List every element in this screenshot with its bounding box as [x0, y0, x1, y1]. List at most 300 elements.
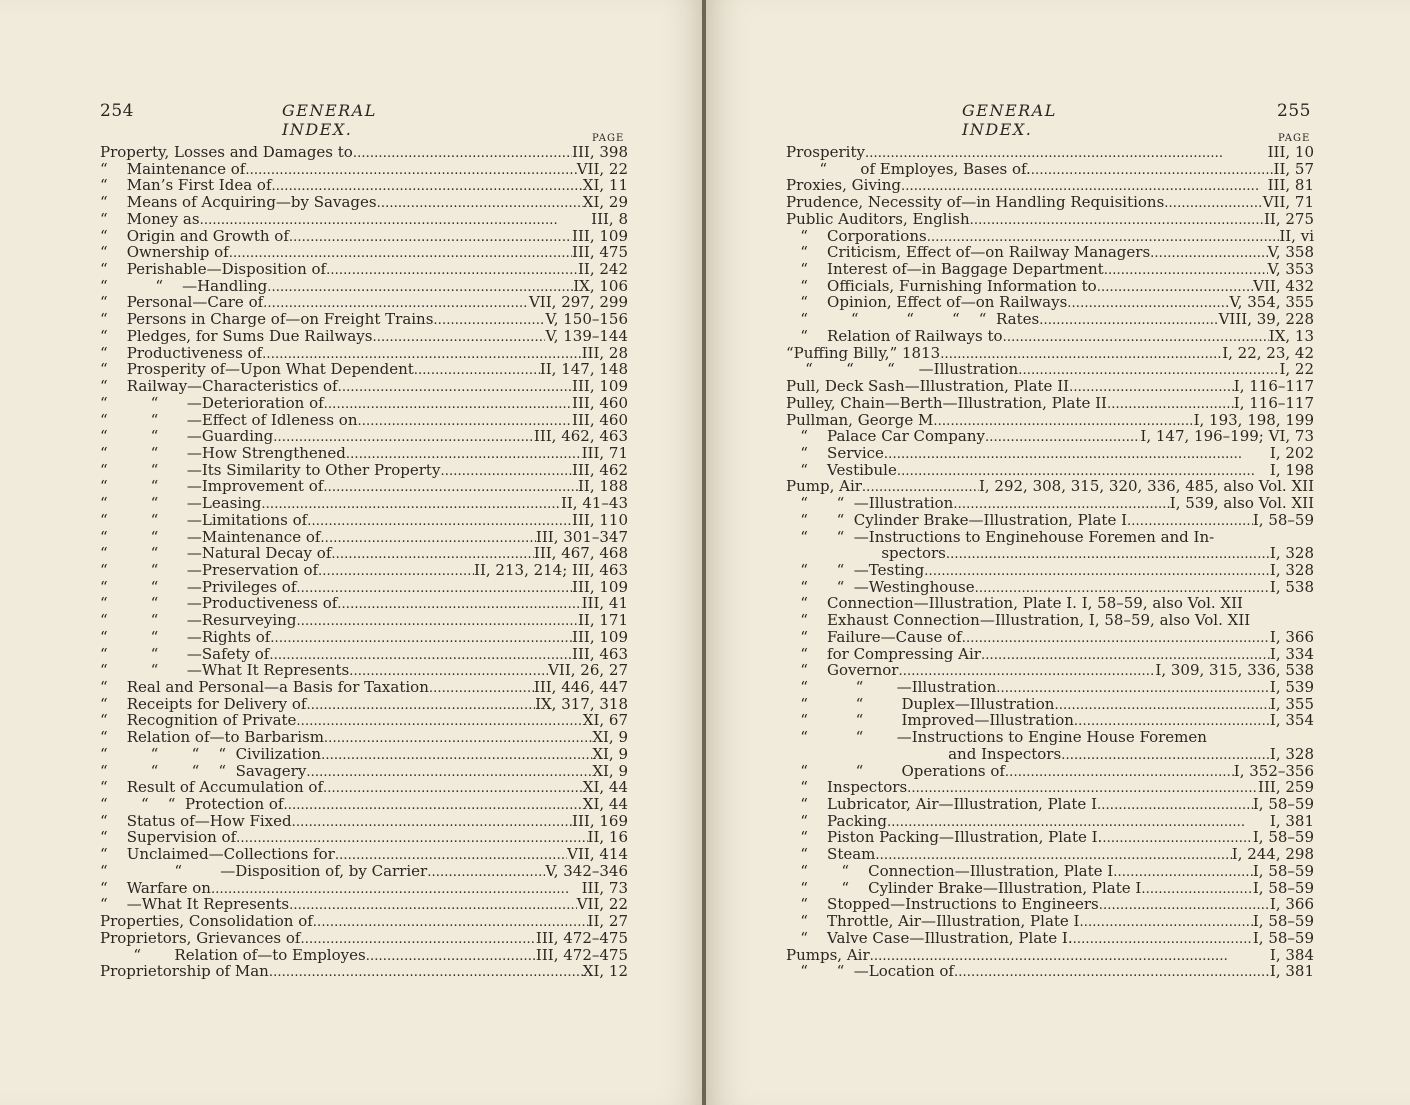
index-entry-reference: III, 110 — [572, 510, 628, 529]
index-entry-reference: VII, 297, 299 — [528, 293, 628, 312]
index-entry-text: “ “ Connection—Illustration, Plate I — [786, 861, 1114, 880]
leader-dots — [884, 445, 1270, 462]
index-entry-text: “ “ —Handling — [100, 276, 268, 295]
index-entry-text: “ Throttle, Air—Illustration, Plate I — [786, 912, 1080, 931]
index-entry — [100, 813, 628, 830]
index-entry-text: “ “ —Testing — [786, 560, 925, 579]
leader-dots — [338, 378, 572, 395]
leader-dots — [267, 278, 573, 295]
index-entry-reference: I, 539 — [1269, 678, 1314, 696]
index-entry — [100, 328, 628, 345]
leader-dots — [296, 579, 572, 596]
index-entry-reference: V, 358 — [1267, 243, 1314, 262]
index-entry-text: “ Receipts for Delivery of — [100, 694, 307, 713]
index-entry-reference: I, 58–59 — [1252, 912, 1314, 931]
index-entry-text: “ —What It Represents — [100, 895, 290, 914]
leader-dots — [300, 930, 535, 947]
index-entry-reference: VII, 414 — [567, 845, 628, 864]
index-entry-text: “ “ “ “ Civilization — [100, 744, 322, 763]
index-entry-reference: III, 301–347 — [535, 527, 628, 546]
index-entry — [786, 261, 1314, 278]
index-entry-text: “ “ —Limitations of — [100, 510, 308, 529]
index-entry-text: “ Vestibule — [786, 460, 897, 479]
index-entry — [100, 412, 628, 429]
index-entry-text: “ Criticism, Effect of—on Railway Managers — [786, 243, 1151, 262]
index-entry — [100, 211, 628, 228]
index-entry-text: “ “ “ “ “ Rates — [786, 310, 1040, 329]
index-entry-reference: I, 292, 308, 315, 320, 336, 485, also Vol. XII — [978, 477, 1314, 496]
index-entry-reference: I, 58–59 — [1252, 795, 1314, 814]
right-page — [706, 0, 1410, 1105]
index-entry-text: “ “ Duplex—Illustration — [786, 694, 1055, 713]
index-entry — [786, 495, 1314, 512]
index-entry — [786, 679, 1314, 696]
index-entry-reference: VII, 71 — [1262, 193, 1314, 212]
index-entry-reference: I, 58–59 — [1252, 828, 1314, 847]
leader-dots — [270, 629, 572, 646]
index-entry — [100, 729, 628, 746]
index-entry-text: “ “ —Productiveness of — [100, 594, 338, 613]
index-entry — [786, 696, 1314, 713]
leader-dots — [357, 412, 572, 429]
leader-dots — [429, 679, 534, 696]
index-entry — [100, 294, 628, 311]
index-entry — [786, 228, 1314, 245]
index-entry-reference: I, 352–356 — [1233, 761, 1314, 780]
leader-dots — [1097, 796, 1253, 813]
index-entry — [786, 930, 1314, 947]
index-entry-reference: XI, 12 — [582, 962, 628, 981]
leader-dots — [263, 294, 529, 311]
index-entry — [786, 629, 1314, 646]
index-entry — [786, 244, 1314, 261]
index-entry — [786, 311, 1314, 328]
index-entry-reference: II, 213, 214; III, 463 — [474, 560, 628, 579]
leader-dots — [272, 177, 583, 194]
index-entry-text: “ “ —Location of — [786, 962, 954, 981]
index-entry-reference: III, 109 — [572, 577, 628, 596]
leader-dots — [1099, 896, 1270, 913]
index-entry-text: “ Real and Personal—a Basis for Taxation — [100, 678, 429, 696]
index-entry — [100, 913, 628, 930]
index-entry-text: “ Man’s First Idea of — [100, 176, 272, 195]
leader-dots — [996, 679, 1270, 696]
index-entry-reference: III, 475 — [572, 243, 628, 262]
index-entry-text: Properties, Consolidation of — [100, 912, 313, 931]
index-entry-reference: VIII, 39, 228 — [1218, 310, 1314, 329]
index-entry-reference: I, 366 — [1269, 627, 1314, 646]
leader-dots — [897, 462, 1270, 479]
leader-dots — [292, 813, 572, 830]
leader-dots — [953, 495, 1169, 512]
index-entry-text: “ Steam — [786, 845, 876, 864]
index-entry-text: “ Interest of—in Baggage Department — [786, 260, 1104, 279]
index-entry — [786, 880, 1314, 897]
leader-dots — [875, 846, 1231, 863]
index-entry-reference: III, 462, 463 — [533, 427, 628, 446]
index-entry-text: “ Prosperity of—Upon What Dependent — [100, 360, 414, 379]
index-entry-reference: I, 384 — [1269, 945, 1314, 964]
leader-dots — [353, 144, 572, 161]
index-entry — [100, 278, 628, 295]
index-entry-text: “ “ —Safety of — [100, 644, 270, 663]
index-entry — [786, 462, 1314, 479]
index-entry-reference: II, 16 — [587, 828, 628, 847]
index-entry — [100, 629, 628, 646]
leader-dots — [331, 545, 534, 562]
index-entry-reference: I, 193, 198, 199 — [1193, 410, 1314, 429]
index-entry-reference: III, 446, 447 — [533, 678, 628, 696]
index-entry-text: “ “ —Natural Decay of — [100, 544, 332, 563]
index-entry-reference: III, 259 — [1258, 778, 1314, 797]
leader-dots — [313, 913, 588, 930]
index-entry-text: “ “ —Deterioration of — [100, 393, 324, 412]
index-entry — [786, 779, 1314, 796]
leader-dots — [1164, 194, 1262, 211]
leader-dots — [433, 311, 545, 328]
index-entry-reference: III, 472–475 — [535, 945, 628, 964]
leader-dots — [245, 161, 576, 178]
index-entry — [786, 595, 1314, 612]
index-entry — [100, 763, 628, 780]
leader-dots — [324, 395, 572, 412]
index-entry-text: “ Officials, Furnishing Information to — [786, 276, 1097, 295]
index-entry-text: “ “ “ “ Savagery — [100, 761, 307, 780]
leader-dots — [236, 829, 587, 846]
index-entry-reference: III, 28 — [581, 343, 628, 362]
index-entry-reference: II, 57 — [1273, 159, 1314, 178]
index-entry-reference: VII, 22 — [576, 895, 628, 914]
leader-dots — [229, 244, 572, 261]
index-entry — [786, 712, 1314, 729]
index-entry — [786, 412, 1314, 429]
index-entry — [786, 177, 1314, 194]
leader-dots — [927, 228, 1280, 245]
index-entry — [100, 161, 628, 178]
index-entry-text: “ “ —Illustration — [786, 678, 997, 696]
index-entry — [100, 796, 628, 813]
index-entry-text: “ Means of Acquiring—by Savages — [100, 193, 377, 212]
index-entry-reference: I, 58–59 — [1252, 878, 1314, 897]
leader-dots — [1107, 395, 1234, 412]
index-entry — [100, 712, 628, 729]
leader-dots — [289, 896, 577, 913]
index-entry-text: “ Governor — [786, 661, 899, 680]
index-entry — [100, 562, 628, 579]
leader-dots — [954, 963, 1270, 980]
index-entry-reference: I, 381 — [1269, 811, 1314, 830]
leader-dots — [1250, 612, 1314, 629]
index-entry-text: “ “ “ Protection of — [100, 795, 284, 814]
leader-dots — [907, 779, 1258, 796]
index-entry-text: Prosperity — [786, 143, 865, 161]
index-entry — [786, 796, 1314, 813]
index-entry-reference: XI, 67 — [582, 711, 628, 730]
index-entry-reference: III, 398 — [572, 143, 628, 161]
leader-dots — [377, 194, 583, 211]
leader-dots — [924, 562, 1270, 579]
index-entry-reference: III, 463 — [572, 644, 628, 663]
index-entry-reference: V, 139–144 — [545, 326, 628, 345]
index-entry — [786, 194, 1314, 211]
index-entry — [786, 829, 1314, 846]
index-entry — [786, 579, 1314, 596]
leader-dots — [1069, 378, 1234, 395]
index-entry — [100, 194, 628, 211]
index-entry — [786, 863, 1314, 880]
index-entry-reference: I, 381 — [1269, 962, 1314, 981]
index-entry-text: “ Maintenance of — [100, 159, 246, 178]
index-entry-text: “ Piston Packing—Illustration, Plate I. — [786, 828, 1103, 847]
index-entry-reference: XI, 9 — [592, 761, 628, 780]
index-entry-text: “ Relation of—to Barbarism — [100, 728, 324, 747]
index-entry-text: “ Persons in Charge of—on Freight Trains — [100, 310, 434, 329]
leader-dots — [326, 261, 578, 278]
index-entry — [100, 395, 628, 412]
index-entry — [100, 311, 628, 328]
index-entry — [100, 545, 628, 562]
index-entry — [100, 679, 628, 696]
index-entry-reference: XI, 44 — [582, 778, 628, 797]
index-entry-text: “ Result of Accumulation of — [100, 778, 324, 797]
index-entry-reference: III, 81 — [1267, 176, 1314, 195]
index-entry-reference: I, 355 — [1269, 694, 1314, 713]
leader-dots — [1243, 595, 1314, 612]
leader-dots — [200, 211, 592, 228]
leader-dots — [1207, 729, 1314, 746]
index-entry — [100, 579, 628, 596]
index-entry-reference: II, 27 — [587, 912, 628, 931]
index-entry-reference: I, 22, 23, 42 — [1222, 343, 1314, 362]
index-entry-text: “ “ —Illustration — [786, 494, 954, 513]
index-entry-reference: II, 147, 148 — [539, 360, 628, 379]
index-entry — [786, 328, 1314, 345]
index-entry — [786, 646, 1314, 663]
index-entry — [786, 294, 1314, 311]
index-entry-reference: VII, 26, 27 — [548, 661, 628, 680]
index-entry-text: “ Unclaimed—Collections for — [100, 845, 335, 864]
index-entry — [100, 378, 628, 395]
index-entry-text: “ Opinion, Effect of—on Railways — [786, 293, 1068, 312]
leader-dots — [962, 629, 1270, 646]
index-entry — [786, 345, 1314, 362]
index-entry-text: Pump, Air — [786, 477, 862, 496]
index-entry-text: “ “ —Resurveying — [100, 611, 297, 630]
index-entry-reference: I, 22 — [1279, 360, 1314, 379]
index-entry-text: “ Service — [786, 443, 884, 462]
index-entry — [100, 595, 628, 612]
index-entry-reference: III, 10 — [1267, 143, 1314, 161]
index-entry-reference: IX, 13 — [1268, 326, 1314, 345]
leader-dots — [269, 963, 583, 980]
index-entry-text: “ Relation of Railways to — [786, 326, 1003, 345]
index-entry — [100, 361, 628, 378]
index-entry-reference: III, 472–475 — [535, 928, 628, 947]
index-entry-reference: III, 467, 468 — [533, 544, 628, 563]
index-entry-reference: XI, 9 — [592, 744, 628, 763]
leader-dots — [372, 328, 545, 345]
index-entry-reference: I, 58–59 — [1252, 928, 1314, 947]
index-entry-reference: II, 171 — [577, 611, 628, 630]
leader-dots — [262, 345, 581, 362]
leader-dots — [289, 228, 572, 245]
index-entry — [786, 746, 1314, 763]
leader-dots — [1113, 863, 1253, 880]
leader-dots — [273, 428, 534, 445]
index-entry — [786, 395, 1314, 412]
index-entry — [100, 779, 628, 796]
index-entry-text: “ Warfare on — [100, 878, 211, 897]
leader-dots — [307, 512, 572, 529]
index-entry — [786, 813, 1314, 830]
index-entry-reference: VII, 432 — [1253, 276, 1314, 295]
index-entry-text: “ “ —Preservation of — [100, 560, 319, 579]
index-entry-text: “ of Employes, Bases of. — [786, 159, 1031, 178]
leader-dots — [1003, 328, 1269, 345]
index-entry — [786, 144, 1314, 161]
index-entry-reference: III, 169 — [572, 811, 628, 830]
index-entry-reference: I, 328 — [1269, 744, 1314, 763]
index-entry-text: spectors — [786, 544, 946, 563]
index-entry-text: “ “ —Effect of Idleness on — [100, 410, 358, 429]
leader-dots — [975, 579, 1270, 596]
leader-dots — [946, 545, 1270, 562]
index-entry — [100, 445, 628, 462]
leader-dots — [318, 562, 474, 579]
index-entry-text: “ Productiveness of — [100, 343, 263, 362]
index-entry-reference: I, 147, 196–199; VI, 73 — [1140, 427, 1314, 446]
index-entry — [786, 512, 1314, 529]
leader-dots — [933, 412, 1193, 429]
leader-dots — [269, 646, 572, 663]
index-entry — [786, 947, 1314, 964]
index-entry — [100, 228, 628, 245]
index-entry — [100, 478, 628, 495]
index-entry-text: “ Packing — [786, 811, 887, 830]
leader-dots — [337, 595, 581, 612]
index-entry — [100, 495, 628, 512]
index-entry-text: “ “ —Its Similarity to Other Property — [100, 460, 441, 479]
index-entry-reference: VII, 22 — [576, 159, 628, 178]
index-entry-reference: I, 116–117 — [1233, 393, 1314, 412]
leader-dots — [1039, 311, 1218, 328]
index-entry-text: “ “ —Leasing — [100, 494, 262, 513]
index-entry — [100, 646, 628, 663]
index-entry — [786, 378, 1314, 395]
right-index-entries — [786, 144, 1314, 980]
index-entry-reference: III, 109 — [572, 226, 628, 245]
leader-dots — [865, 144, 1268, 161]
index-entry — [786, 428, 1314, 445]
index-entry — [786, 763, 1314, 780]
leader-dots — [321, 746, 592, 763]
index-entry — [100, 896, 628, 913]
index-entry-reference: I, 198 — [1269, 460, 1314, 479]
index-entry-text: “ “ —Rights of — [100, 627, 271, 646]
leader-dots — [1079, 913, 1252, 930]
index-entry-text: “ Failure—Cause of — [786, 627, 962, 646]
index-entry — [100, 345, 628, 362]
index-entry-reference: V, 354, 355 — [1229, 293, 1314, 312]
leader-dots — [349, 662, 548, 679]
index-entry — [786, 562, 1314, 579]
index-entry-text: Public Auditors, English — [786, 209, 970, 228]
index-entry-reference: XI, 11 — [582, 176, 628, 195]
index-entry-text: Pumps, Air — [786, 945, 870, 964]
index-entry-text: “ Status of—How Fixed — [100, 811, 292, 830]
right-page-column-label: PAGE — [1278, 133, 1311, 144]
leader-dots — [1074, 712, 1270, 729]
index-entry-text: “ Railway—Characteristics of — [100, 377, 338, 396]
leader-dots — [1214, 529, 1314, 546]
index-entry-text: “ “ —Westinghouse — [786, 577, 975, 596]
left-index-entries — [100, 144, 628, 980]
index-entry — [100, 746, 628, 763]
index-entry-reference: I, 366 — [1269, 895, 1314, 914]
index-entry — [786, 913, 1314, 930]
index-entry-text: “ “ —Disposition of, by Carrier — [100, 861, 428, 880]
index-entry-text: “ “ —What It Represents — [100, 661, 350, 680]
leader-dots — [898, 662, 1155, 679]
index-entry-text: “ Stopped—Instructions to Engineers — [786, 895, 1099, 914]
leader-dots — [1054, 696, 1269, 713]
index-entry — [786, 478, 1314, 495]
right-running-title: GENERAL INDEX. — [962, 101, 1057, 139]
leader-dots — [1150, 244, 1267, 261]
index-entry-text: “ Palace Car Company — [786, 427, 985, 446]
index-entry-text: Proxies, Giving — [786, 176, 901, 195]
leader-dots — [320, 529, 536, 546]
leader-dots — [887, 813, 1270, 830]
index-entry-text: “ “ —Instructions to Engine House Foremen — [786, 728, 1207, 747]
index-entry-reference: IX, 317, 318 — [535, 694, 628, 713]
index-entry-reference: II, 41–43 — [560, 494, 628, 513]
index-entry — [786, 445, 1314, 462]
index-entry — [100, 144, 628, 161]
index-entry-reference: III, 109 — [572, 627, 628, 646]
index-entry-reference: XI, 9 — [592, 728, 628, 747]
leader-dots — [901, 177, 1268, 194]
right-page-number: 255 — [1277, 101, 1311, 121]
index-entry — [100, 462, 628, 479]
index-entry-reference: V, 342–346 — [545, 861, 628, 880]
index-entry-text: “Puffing Billy,” 1813 — [786, 343, 941, 362]
index-entry-reference: I, 244, 298 — [1231, 845, 1314, 864]
index-entry-reference: I, 539, also Vol. XII — [1169, 494, 1314, 513]
index-entry-text: “ Pledges, for Sums Due Railways — [100, 326, 373, 345]
index-entry-reference: V, 150–156 — [545, 310, 628, 329]
index-entry-text: “ “ “ —Illustration — [786, 360, 1019, 379]
index-entry-reference: V, 353 — [1267, 260, 1314, 279]
index-entry-reference: II, 242 — [577, 260, 628, 279]
leader-dots — [1141, 880, 1253, 897]
index-entry-text: “ Personal—Care of — [100, 293, 264, 312]
index-entry — [100, 428, 628, 445]
index-entry — [786, 896, 1314, 913]
leader-dots — [366, 947, 536, 964]
index-entry — [100, 696, 628, 713]
index-entry-reference: III, 73 — [581, 878, 628, 897]
index-entry — [100, 662, 628, 679]
index-entry — [100, 930, 628, 947]
index-entry-text: “ Corporations — [786, 226, 927, 245]
index-entry-reference: III, 41 — [581, 594, 628, 613]
index-entry-reference: III, 8 — [591, 209, 628, 228]
index-entry-reference: III, 460 — [572, 410, 628, 429]
index-entry-reference: I, 202 — [1269, 443, 1314, 462]
index-entry — [100, 177, 628, 194]
leader-dots — [985, 428, 1140, 445]
